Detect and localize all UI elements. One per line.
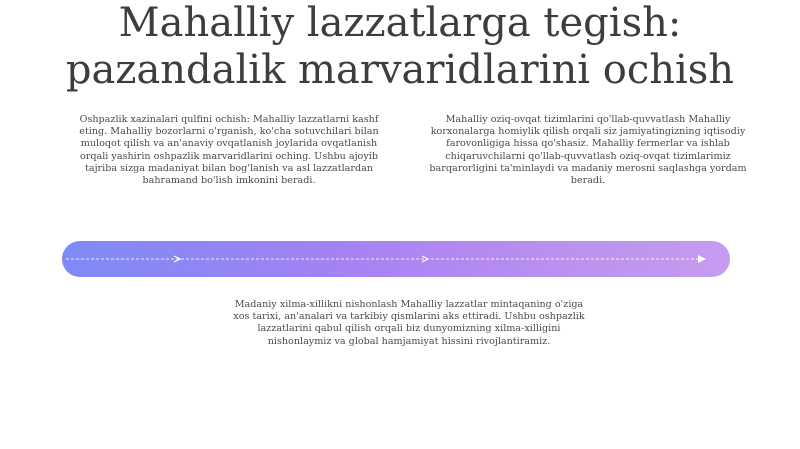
arrow-head-3-icon (698, 255, 706, 263)
title-line-2: pazandalik marvaridlarini ochish (65, 47, 735, 93)
text-block-bottom: Madaniy xilma-xillikni nishonlash Mahalliy lazzatlar mintaqaning o'ziga xos tarixi, an'analari va tarkibiy qismlarini aks ettiradi. Ushbu oshpazlik lazzatlarini qabul qilish orqali biz dunyomizning xilma-xilligini nishonlaymiz va global hamjamiyat hissini rivojlantiramiz. (233, 299, 585, 347)
text-block-right: Mahalliy oziq-ovqat tizimlarini qo'llab-quvvatlash Mahalliy korxonalarga homiylik qilish orqali siz jamiyatingizning iqtisodiy farovonligiga hissa qo'shasiz. Mahalliy fermerlar va ishlab chiqaruvchilarni qo'llab-quvvatlash oziq-ovqat tizimlarimiz barqarorligini ta'minlaydi va madaniy merosni saqlashga yordam beradi. (429, 114, 747, 187)
page-title (0, 0, 800, 94)
title-line-1: Mahalliy lazzatlarga tegish: (118, 0, 682, 46)
timeline-arrows (62, 241, 730, 277)
timeline-bar (62, 241, 730, 277)
text-block-left: Oshpazlik xazinalari qulfini ochish: Mahalliy lazzatlarni kashf eting. Mahalliy bozorlarni o'rganish, ko'cha sotuvchilari bilan muloqot qilish va an'anaviy ovqatlanish joylarida ovqatlanish orqali yashirin oshpazlik marvaridlarini oching. Ushbu ajoyib tajriba sizga madaniyat bilan bog'lanish va asl lazzatlardan bahramand bo'lish imkonini beradi. (79, 114, 379, 187)
